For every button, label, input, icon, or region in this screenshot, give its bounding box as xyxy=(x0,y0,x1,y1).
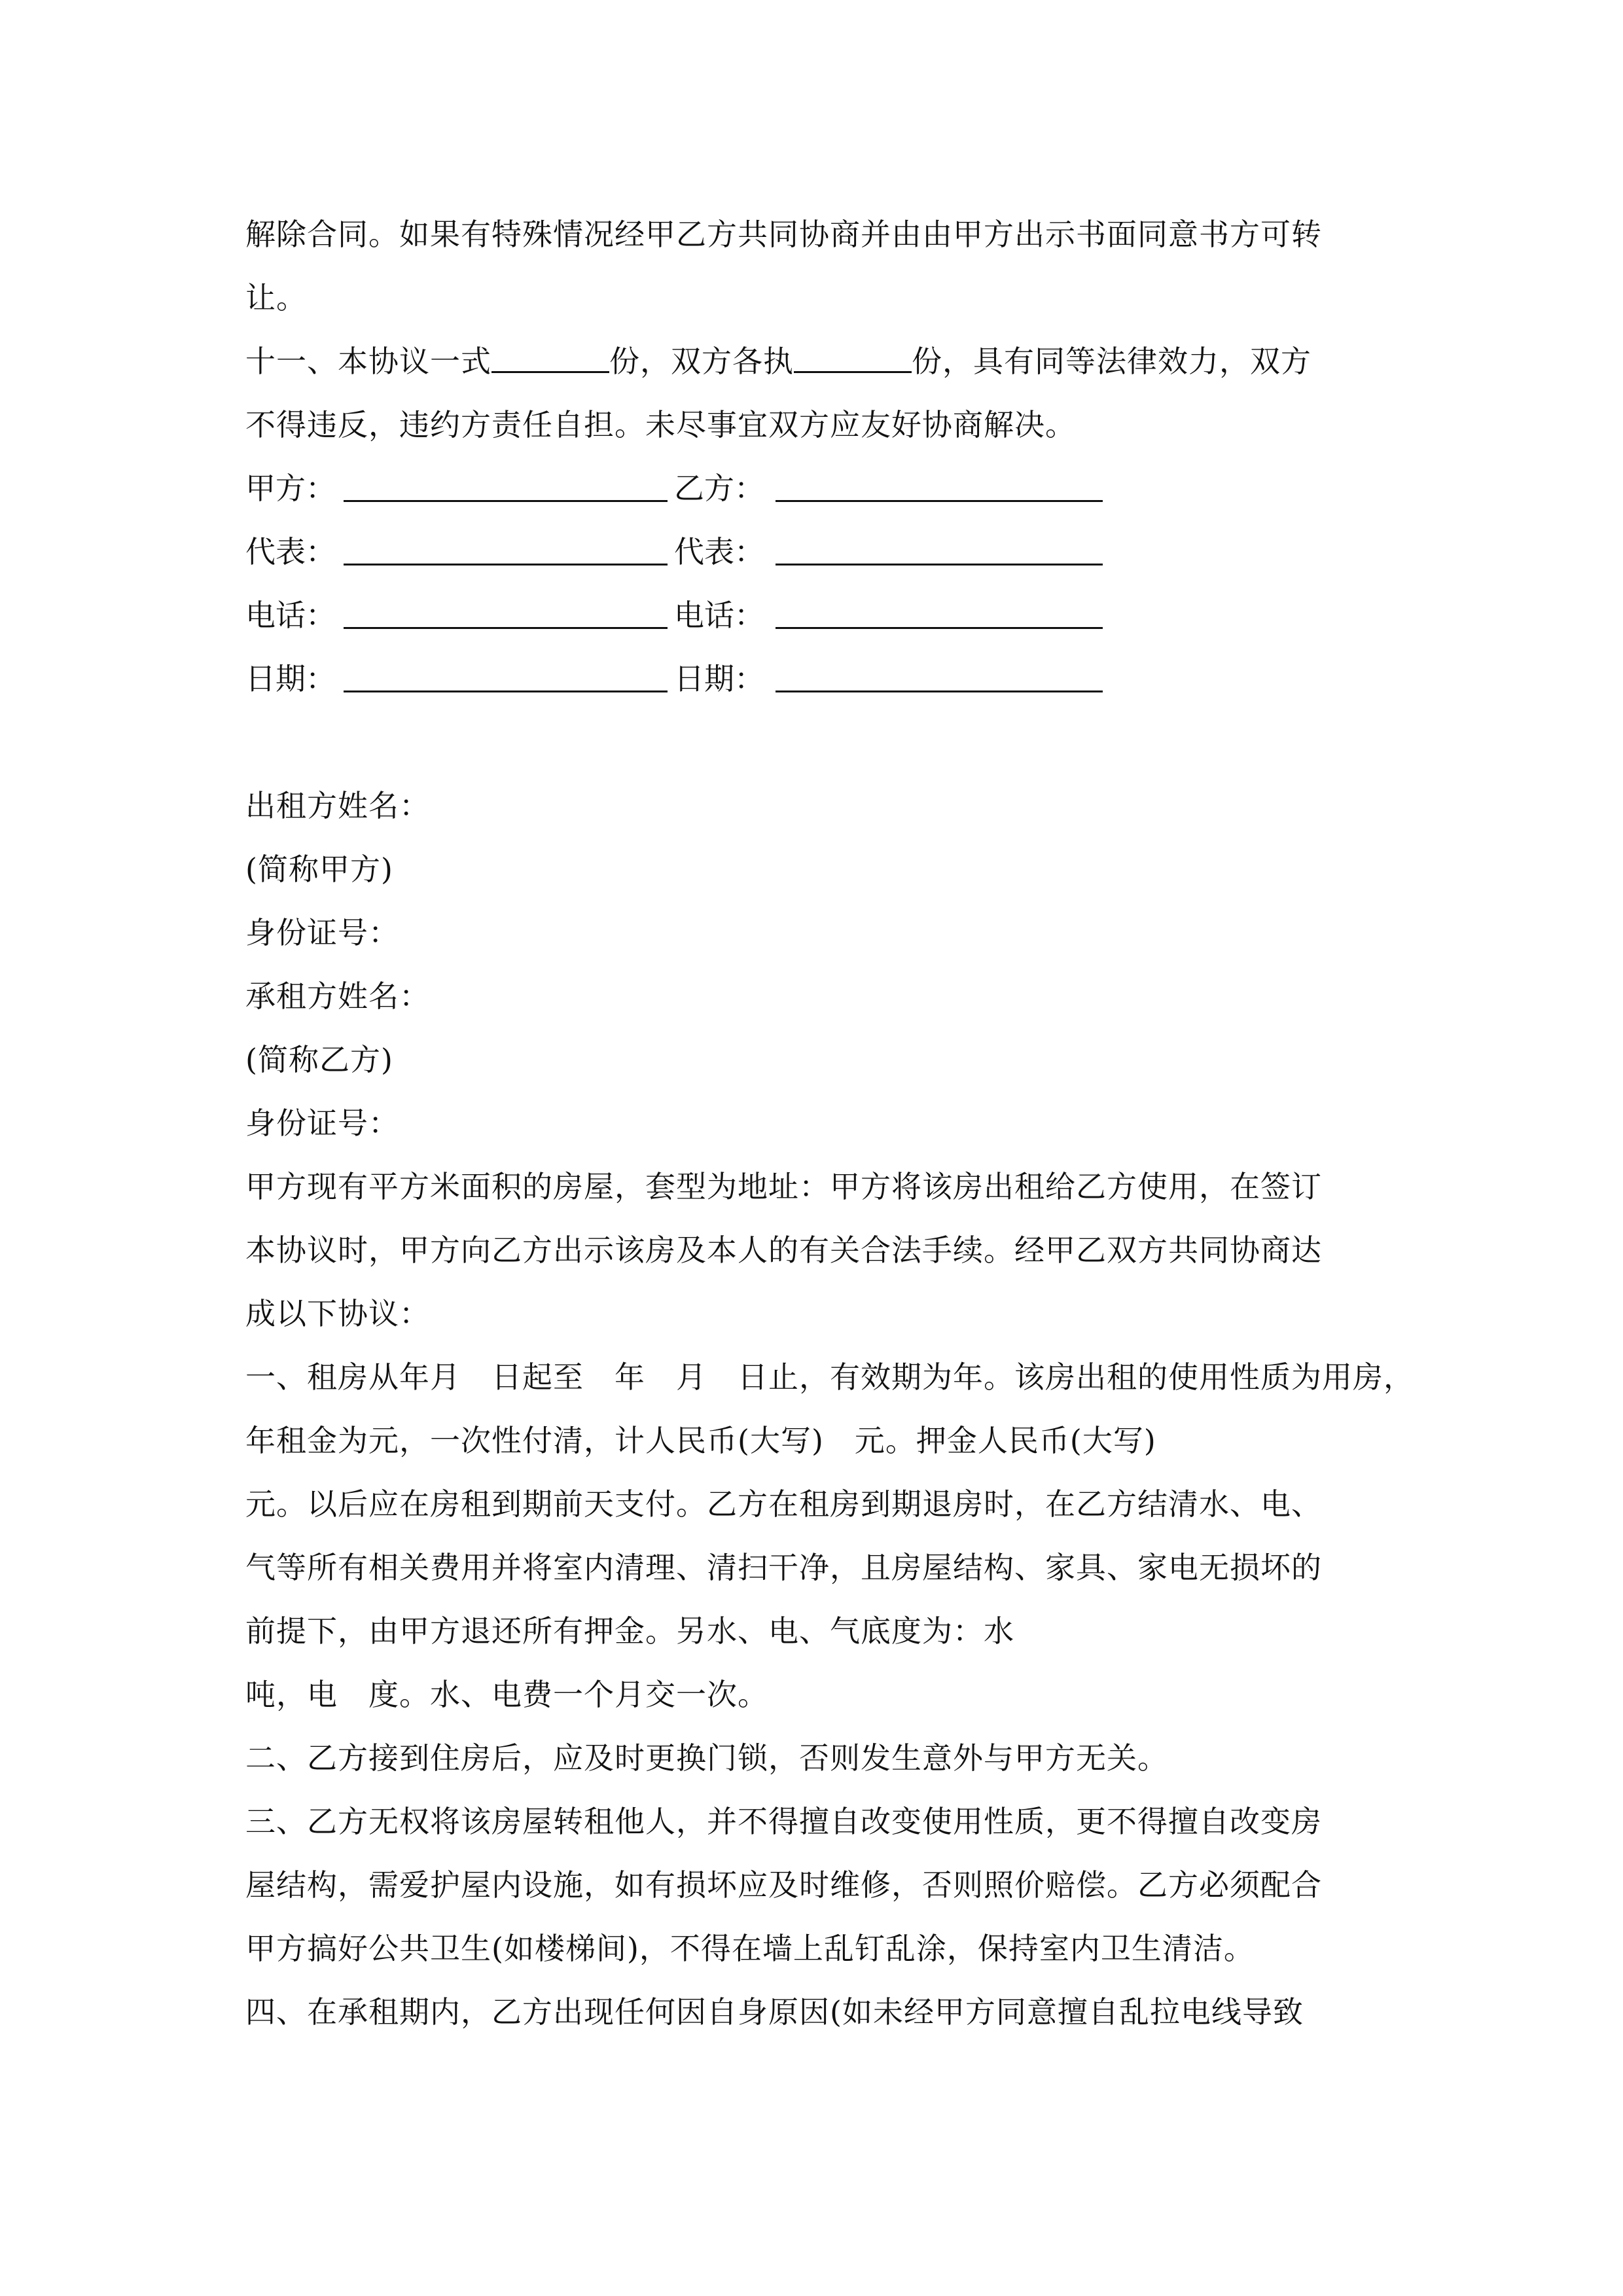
clause-1-line: 元。以后应在房租到期前天支付。乙方在租房到期退房时，在乙方结清水、电、 xyxy=(245,1486,1322,1522)
section-spacer xyxy=(245,711,1384,774)
signature-row-representative xyxy=(245,520,1384,584)
copies-each-blank[interactable] xyxy=(794,345,912,373)
lessor-name-label: 出租方姓名： xyxy=(245,788,430,823)
clause-2-line: 二、乙方接到住房后，应及时更换门锁，否则发生意外与甲方无关。 xyxy=(245,1740,1168,1776)
text-line: 本协议时，甲方向乙方出示该房及本人的有关合法手续。经甲乙双方共同协商达 xyxy=(245,1232,1322,1268)
clause-11-text: 份，双方各执 xyxy=(609,344,794,379)
clause-3-line: 甲方搞好公共卫生(如楼梯间)，不得在墙上乱钉乱涂，保持室内卫生清洁。 xyxy=(245,1931,1255,1966)
text-line: 不得违反，违约方责任自担。未尽事宜双方应友好协商解决。 xyxy=(245,407,1076,442)
party-b-phone-label: 电话： xyxy=(674,598,764,633)
party-b-representative-line[interactable] xyxy=(776,564,1103,565)
clause-11-text: 十一、本协议一式 xyxy=(245,344,491,379)
lessee-abbrev: (简称乙方) xyxy=(245,1042,393,1077)
signature-row-phone xyxy=(245,584,1384,647)
lessee-id-label: 身份证号： xyxy=(245,1105,399,1141)
clause-1-line: 吨，电 度。水、电费一个月交一次。 xyxy=(245,1677,768,1712)
party-a-representative-label: 代表： xyxy=(245,534,336,569)
party-b-signature-line[interactable] xyxy=(776,500,1103,502)
party-b-representative-label: 代表： xyxy=(674,534,764,569)
copies-total-blank[interactable] xyxy=(491,345,609,373)
lessor-abbrev: (简称甲方) xyxy=(245,852,393,887)
clause-1-line: 前提下，由甲方退还所有押金。另水、电、气底度为：水 xyxy=(245,1613,1014,1649)
party-b-label: 乙方： xyxy=(674,471,764,506)
clause-1-line: 气等所有相关费用并将室内清理、清扫干净，且房屋结构、家具、家电无损坏的 xyxy=(245,1550,1322,1585)
clause-11-text: 份，具有同等法律效力，双方 xyxy=(912,344,1311,379)
signature-row-party xyxy=(245,457,1384,520)
clause-4-line: 四、在承租期内，乙方出现任何因自身原因(如未经甲方同意擅自乱拉电线导致 xyxy=(245,1994,1304,2030)
clause-3-line: 三、乙方无权将该房屋转租他人，并不得擅自改变使用性质，更不得擅自改变房 xyxy=(245,1804,1322,1839)
party-a-date-label: 日期： xyxy=(245,661,336,696)
lessor-id-label: 身份证号： xyxy=(245,915,399,950)
lessee-name-label: 承租方姓名： xyxy=(245,978,430,1014)
clause-1-line: 一、租房从年月 日起至 年 月 日止，有效期为年。该房出租的使用性质为用房， xyxy=(245,1359,1414,1395)
party-a-label: 甲方： xyxy=(245,471,336,506)
document-page xyxy=(245,203,1414,2044)
signature-row-date xyxy=(245,647,1384,711)
text-line: 解除合同。如果有特殊情况经甲乙方共同协商并由由甲方出示书面同意书方可转 xyxy=(245,217,1322,252)
text-line: 让。 xyxy=(245,280,307,315)
party-b-date-line[interactable] xyxy=(776,691,1103,692)
party-a-signature-line[interactable] xyxy=(344,500,668,502)
text-line: 成以下协议： xyxy=(245,1296,430,1331)
party-b-phone-line[interactable] xyxy=(776,627,1103,629)
clause-1-line: 年租金为元，一次性付清，计人民币(大写) 元。押金人民币(大写) xyxy=(245,1423,1156,1458)
party-b-date-label: 日期： xyxy=(674,661,764,696)
party-a-representative-line[interactable] xyxy=(344,564,668,565)
party-a-date-line[interactable] xyxy=(344,691,668,692)
text-line: 甲方现有平方米面积的房屋，套型为地址：甲方将该房出租给乙方使用，在签订 xyxy=(245,1169,1322,1204)
clause-11-line-1 xyxy=(245,330,1384,393)
party-a-phone-label: 电话： xyxy=(245,598,336,633)
clause-3-line: 屋结构，需爱护屋内设施，如有损坏应及时维修，否则照价赔偿。乙方必须配合 xyxy=(245,1867,1322,1903)
party-a-phone-line[interactable] xyxy=(344,627,668,629)
